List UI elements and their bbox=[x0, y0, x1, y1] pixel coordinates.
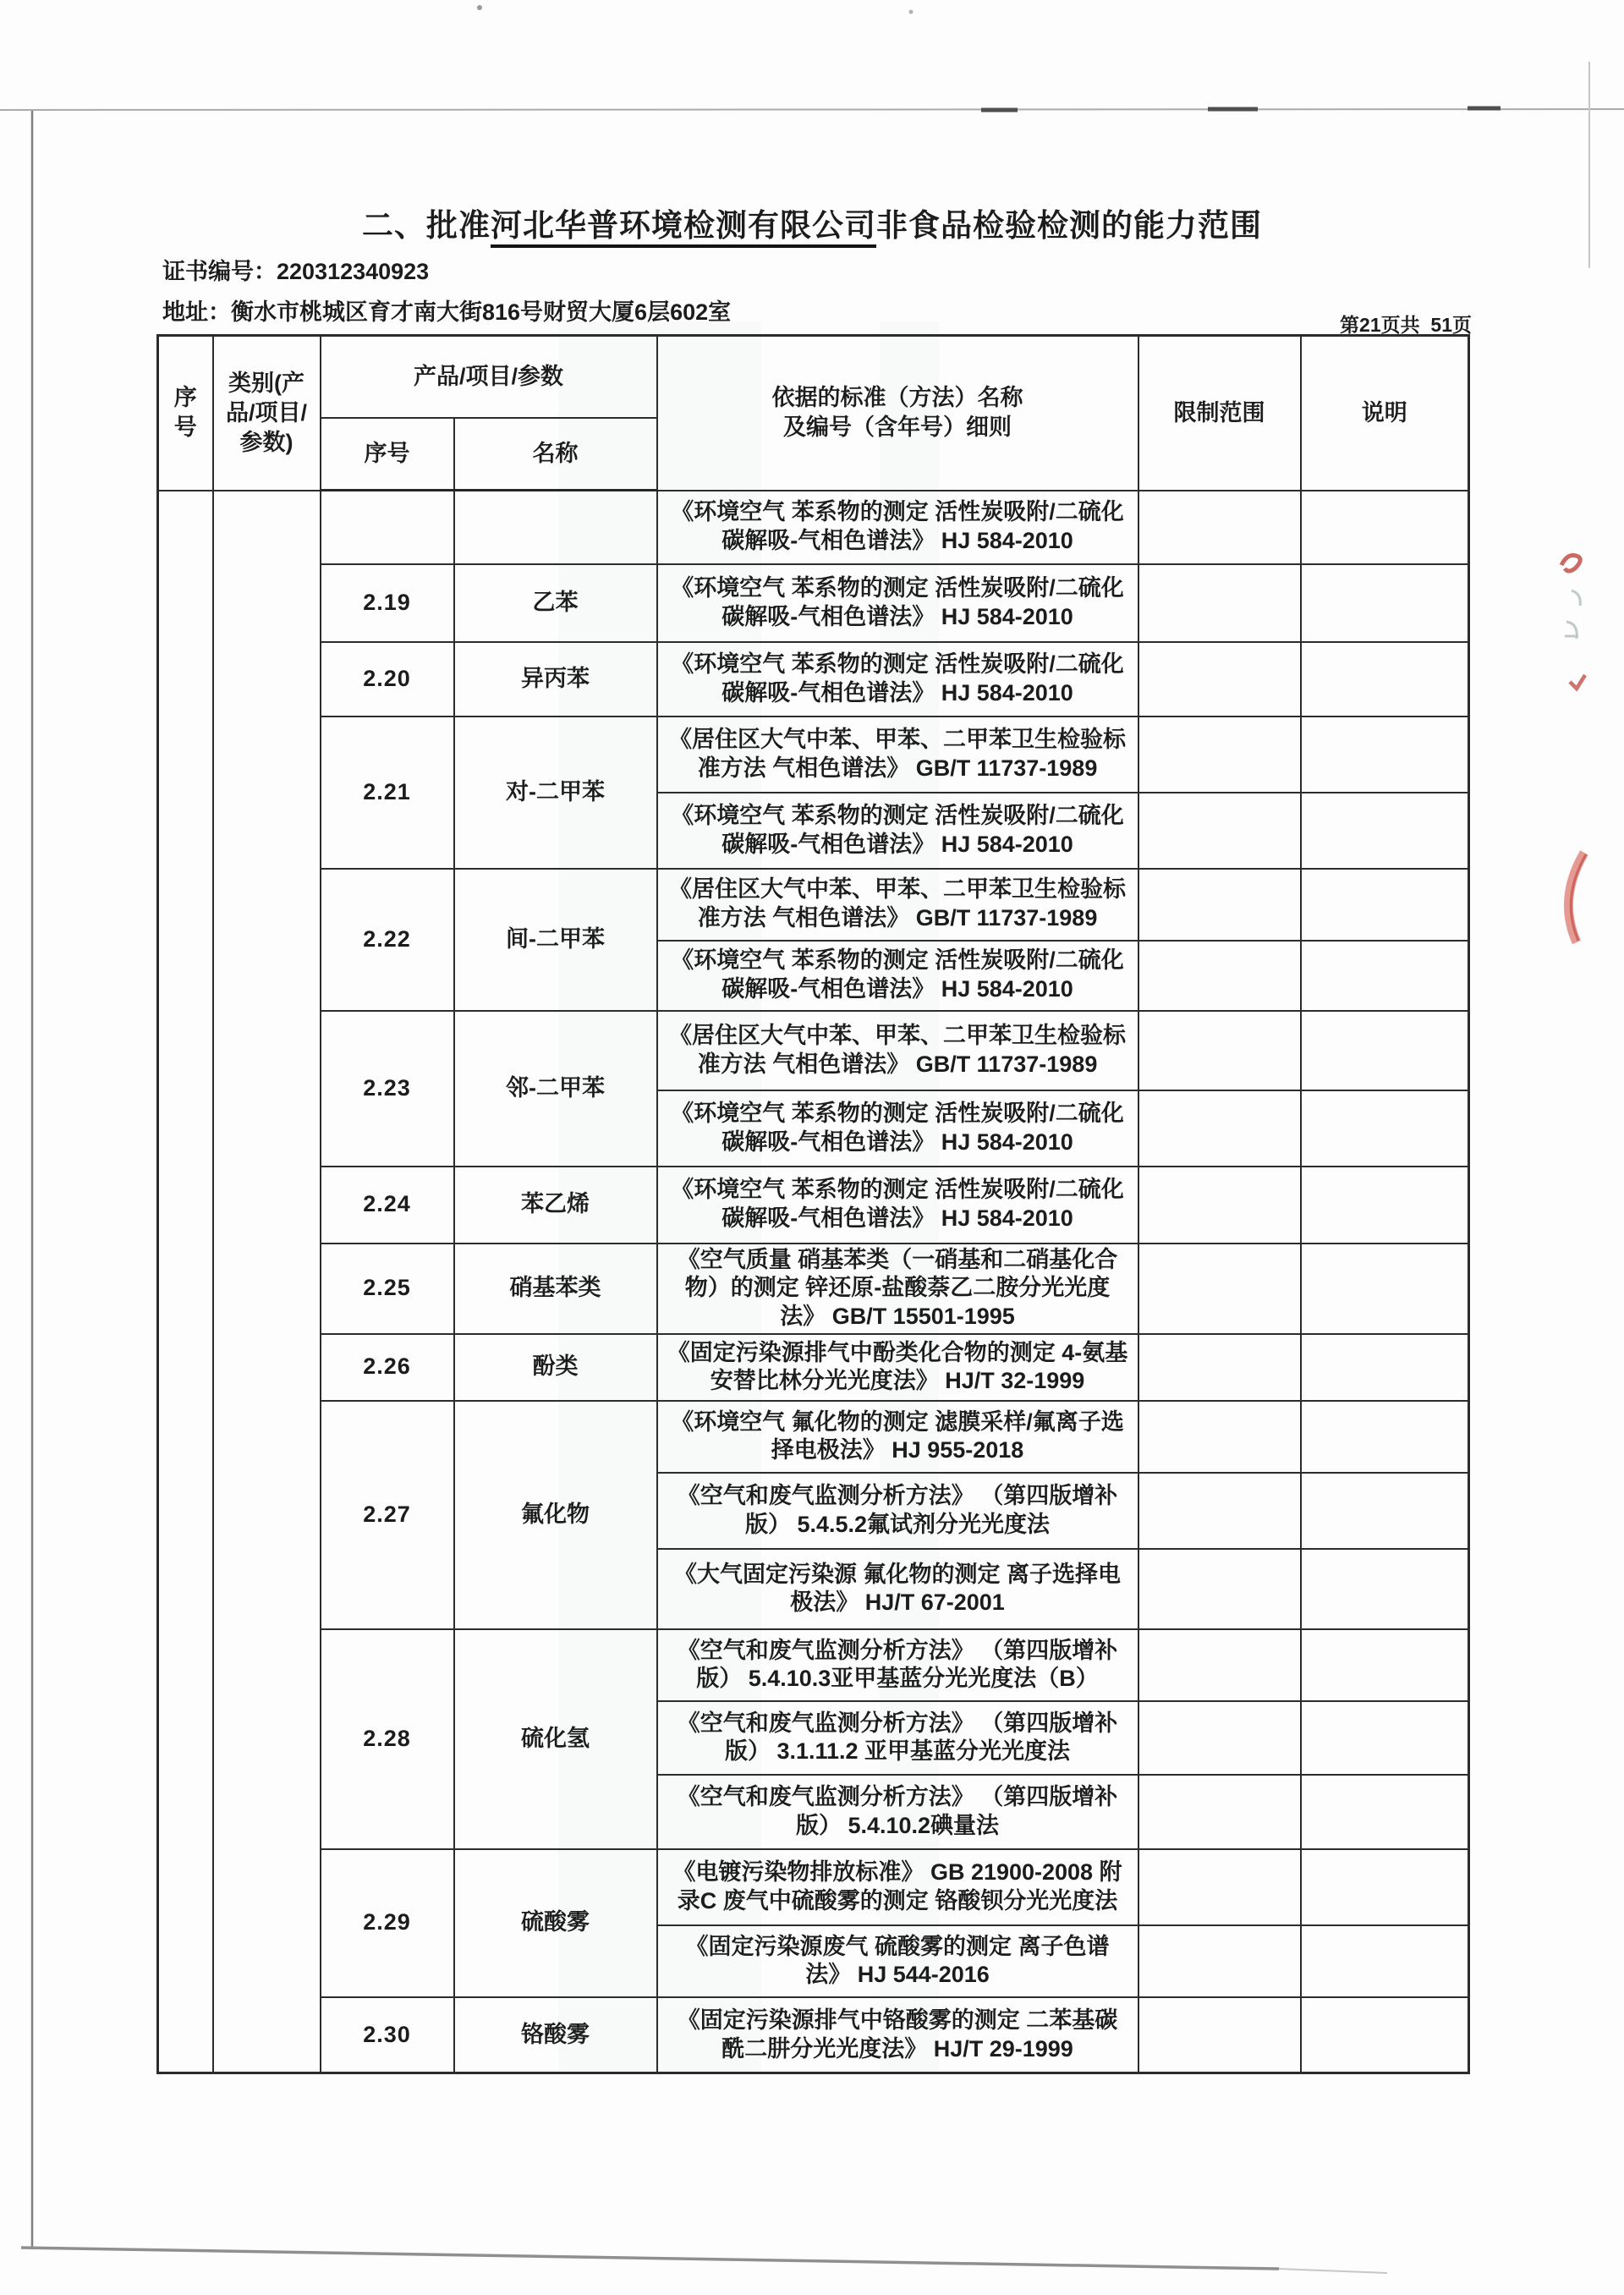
table-row bbox=[158, 564, 1469, 642]
standard-cell: 《电镀污染物排放标准》 GB 21900-2008 附录C 废气中硫酸雾的测定 铬酸钡分光光度法 bbox=[657, 1849, 1138, 1925]
item-name-cell: 异丙苯 bbox=[454, 642, 657, 717]
note-cell bbox=[1301, 717, 1469, 793]
limit-cell bbox=[1138, 1701, 1301, 1775]
standard-cell: 《环境空气 苯系物的测定 活性炭吸附/二硫化碳解吸-气相色谱法》 HJ 584-2010 bbox=[657, 1090, 1138, 1167]
limit-cell bbox=[1138, 1011, 1301, 1090]
limit-cell bbox=[1138, 793, 1301, 869]
note-cell bbox=[1301, 564, 1469, 642]
address-label: 地址： bbox=[162, 299, 231, 325]
standard-cell: 《空气质量 硝基苯类（一硝基和二硝基化合物）的测定 锌还原-盐酸萘乙二胺分光光度法》 GB/T 15501-1995 bbox=[657, 1244, 1138, 1334]
item-number-cell: 2.27 bbox=[321, 1401, 454, 1629]
note-cell bbox=[1301, 1775, 1469, 1849]
note-cell bbox=[1301, 1401, 1469, 1473]
pen-mark-crescent bbox=[1568, 853, 1584, 942]
limit-cell bbox=[1138, 1090, 1301, 1167]
limit-cell bbox=[1138, 1167, 1301, 1244]
title-company-underlined: 河北华普环境检测有限公司 bbox=[491, 208, 876, 248]
item-number-cell: 2.20 bbox=[321, 642, 454, 717]
standard-cell: 《固定污染源排气中酚类化合物的测定 4-氨基安替比林分光光度法》 HJ/T 32-1999 bbox=[657, 1334, 1138, 1401]
note-cell bbox=[1301, 1167, 1469, 1244]
address-value: 衡水市桃城区育才南大街816号财贸大厦6层602室 bbox=[231, 299, 732, 325]
table-row bbox=[158, 642, 1469, 717]
limit-cell bbox=[1138, 1401, 1301, 1473]
limit-cell bbox=[1138, 1549, 1301, 1629]
note-cell bbox=[1301, 793, 1469, 869]
item-name-cell: 氟化物 bbox=[454, 1401, 657, 1629]
limit-cell bbox=[1138, 1334, 1301, 1401]
item-number-cell: 2.24 bbox=[321, 1167, 454, 1244]
header-standard-line2: 及编号（含年号）细则 bbox=[783, 415, 1012, 441]
note-cell bbox=[1301, 941, 1469, 1011]
header-product-name: 名称 bbox=[454, 418, 657, 491]
table-row bbox=[158, 1011, 1469, 1090]
header-limit: 限制范围 bbox=[1138, 336, 1301, 491]
limit-cell bbox=[1138, 1997, 1301, 2073]
category-column-cell bbox=[213, 491, 321, 2073]
limit-cell bbox=[1138, 564, 1301, 642]
item-name-cell: 间-二甲苯 bbox=[454, 869, 657, 1011]
title-prefix: 二、批准 bbox=[362, 208, 491, 243]
page-number: 第21页共 51页 bbox=[1340, 314, 1472, 336]
limit-cell bbox=[1138, 1244, 1301, 1334]
pen-mark-crescent-edge bbox=[1571, 854, 1586, 941]
standard-cell: 《居住区大气中苯、甲苯、二甲苯卫生检验标准方法 气相色谱法》 GB/T 11737-1989 bbox=[657, 869, 1138, 941]
limit-cell bbox=[1138, 1925, 1301, 1997]
scan-bottom-edge-line bbox=[21, 2248, 1279, 2269]
table-row bbox=[158, 717, 1469, 793]
note-cell bbox=[1301, 1849, 1469, 1925]
item-name-cell: 酚类 bbox=[454, 1334, 657, 1401]
limit-cell bbox=[1138, 1473, 1301, 1549]
limit-cell bbox=[1138, 491, 1301, 564]
pen-mark-check bbox=[1570, 675, 1585, 689]
standard-cell: 《居住区大气中苯、甲苯、二甲苯卫生检验标准方法 气相色谱法》 GB/T 11737-1989 bbox=[657, 1011, 1138, 1090]
header-seq: 序号 bbox=[158, 336, 213, 491]
header-category: 类别(产品/项目/参数) bbox=[213, 336, 321, 491]
standard-cell: 《空气和废气监测分析方法》 （第四版增补版） 5.4.10.2碘量法 bbox=[657, 1775, 1138, 1849]
item-name-cell: 铬酸雾 bbox=[454, 1997, 657, 2073]
certificate-number-line bbox=[162, 253, 429, 286]
standard-cell: 《环境空气 苯系物的测定 活性炭吸附/二硫化碳解吸-气相色谱法》 HJ 584-2010 bbox=[657, 564, 1138, 642]
note-cell bbox=[1301, 1701, 1469, 1775]
note-cell bbox=[1301, 1090, 1469, 1167]
note-cell bbox=[1301, 1011, 1469, 1090]
note-cell bbox=[1301, 1334, 1469, 1401]
table-body bbox=[158, 491, 1469, 2073]
standard-cell: 《环境空气 苯系物的测定 活性炭吸附/二硫化碳解吸-气相色谱法》 HJ 584-2010 bbox=[657, 941, 1138, 1011]
limit-cell bbox=[1138, 717, 1301, 793]
item-number-cell: 2.22 bbox=[321, 869, 454, 1011]
item-number-cell bbox=[321, 491, 454, 564]
note-cell bbox=[1301, 642, 1469, 717]
note-cell bbox=[1301, 1473, 1469, 1549]
standard-cell: 《空气和废气监测分析方法》 （第四版增补版） 5.4.10.3亚甲基蓝分光光度法（B） bbox=[657, 1629, 1138, 1701]
pen-mark-faint bbox=[1565, 622, 1578, 639]
header-note: 说明 bbox=[1301, 336, 1469, 491]
table-row bbox=[158, 1334, 1469, 1401]
item-name-cell: 苯乙烯 bbox=[454, 1167, 657, 1244]
title-suffix: 非食品检验检测的能力范围 bbox=[876, 208, 1262, 243]
table-row bbox=[158, 1401, 1469, 1473]
item-number-cell: 2.21 bbox=[321, 717, 454, 869]
scan-speck bbox=[909, 10, 914, 14]
scan-speck bbox=[477, 5, 482, 10]
standard-cell: 《环境空气 苯系物的测定 活性炭吸附/二硫化碳解吸-气相色谱法》 HJ 584-2010 bbox=[657, 642, 1138, 717]
limit-cell bbox=[1138, 1629, 1301, 1701]
header-product-group: 产品/项目/参数 bbox=[321, 336, 657, 418]
standard-cell: 《居住区大气中苯、甲苯、二甲苯卫生检验标准方法 气相色谱法》 GB/T 11737-1989 bbox=[657, 717, 1138, 793]
limit-cell bbox=[1138, 1775, 1301, 1849]
certificate-number: 220312340923 bbox=[277, 259, 430, 284]
limit-cell bbox=[1138, 642, 1301, 717]
item-name-cell: 硫化氢 bbox=[454, 1629, 657, 1849]
seq-column-cell bbox=[158, 491, 213, 2073]
table-row bbox=[158, 1629, 1469, 1701]
table-row bbox=[158, 869, 1469, 941]
header-standard bbox=[657, 336, 1138, 491]
item-number-cell: 2.30 bbox=[321, 1997, 454, 2073]
header-product-seq: 序号 bbox=[321, 418, 454, 491]
standard-cell: 《环境空气 苯系物的测定 活性炭吸附/二硫化碳解吸-气相色谱法》 HJ 584-2010 bbox=[657, 793, 1138, 869]
table-row bbox=[158, 1849, 1469, 1925]
item-number-cell: 2.23 bbox=[321, 1011, 454, 1167]
page-title bbox=[0, 200, 1624, 245]
limit-cell bbox=[1138, 941, 1301, 1011]
scan-bottom-edge-fade bbox=[1279, 2269, 1387, 2273]
pen-mark-squiggle bbox=[1561, 555, 1580, 571]
note-cell bbox=[1301, 1549, 1469, 1629]
table-row bbox=[158, 1244, 1469, 1334]
standard-cell: 《环境空气 苯系物的测定 活性炭吸附/二硫化碳解吸-气相色谱法》 HJ 584-2010 bbox=[657, 1167, 1138, 1244]
standard-cell: 《大气固定污染源 氟化物的测定 离子选择电极法》 HJ/T 67-2001 bbox=[657, 1549, 1138, 1629]
note-cell bbox=[1301, 1244, 1469, 1334]
standard-cell: 《环境空气 氟化物的测定 滤膜采样/氟离子选择电极法》 HJ 955-2018 bbox=[657, 1401, 1138, 1473]
item-number-cell: 2.19 bbox=[321, 564, 454, 642]
item-number-cell: 2.26 bbox=[321, 1334, 454, 1401]
item-name-cell: 硝基苯类 bbox=[454, 1244, 657, 1334]
item-number-cell: 2.25 bbox=[321, 1244, 454, 1334]
item-number-cell: 2.29 bbox=[321, 1849, 454, 1997]
scan-top-edge-line bbox=[0, 109, 1624, 110]
note-cell bbox=[1301, 1925, 1469, 1997]
header-standard-line1: 依据的标准（方法）名称 bbox=[771, 385, 1023, 411]
table-row bbox=[158, 1167, 1469, 1244]
note-cell bbox=[1301, 1997, 1469, 2073]
limit-cell bbox=[1138, 1849, 1301, 1925]
item-number-cell: 2.28 bbox=[321, 1629, 454, 1849]
table-row bbox=[158, 491, 1469, 564]
item-name-cell: 对-二甲苯 bbox=[454, 717, 657, 869]
item-name-cell: 邻-二甲苯 bbox=[454, 1011, 657, 1167]
standard-cell: 《空气和废气监测分析方法》 （第四版增补版） 3.1.11.2 亚甲基蓝分光光度法 bbox=[657, 1701, 1138, 1775]
standard-cell: 《固定污染源排气中铬酸雾的测定 二苯基碳酰二肼分光光度法》 HJ/T 29-1999 bbox=[657, 1997, 1138, 2073]
standard-cell: 《固定污染源废气 硫酸雾的测定 离子色谱法》 HJ 544-2016 bbox=[657, 1925, 1138, 1997]
standard-cell: 《空气和废气监测分析方法》 （第四版增补版） 5.4.5.2氟试剂分光光度法 bbox=[657, 1473, 1138, 1549]
table-row bbox=[158, 1997, 1469, 2073]
note-cell bbox=[1301, 491, 1469, 564]
certificate-label: 证书编号： bbox=[162, 259, 277, 284]
address-line bbox=[162, 294, 731, 327]
limit-cell bbox=[1138, 869, 1301, 941]
table-header-row bbox=[158, 336, 1469, 418]
standard-cell: 《环境空气 苯系物的测定 活性炭吸附/二硫化碳解吸-气相色谱法》 HJ 584-2010 bbox=[657, 491, 1138, 564]
item-name-cell: 硫酸雾 bbox=[454, 1849, 657, 1997]
item-name-cell bbox=[454, 491, 657, 564]
capability-table bbox=[156, 334, 1470, 2074]
item-name-cell: 乙苯 bbox=[454, 564, 657, 642]
note-cell bbox=[1301, 869, 1469, 941]
pen-mark-faint bbox=[1572, 590, 1580, 606]
note-cell bbox=[1301, 1629, 1469, 1701]
